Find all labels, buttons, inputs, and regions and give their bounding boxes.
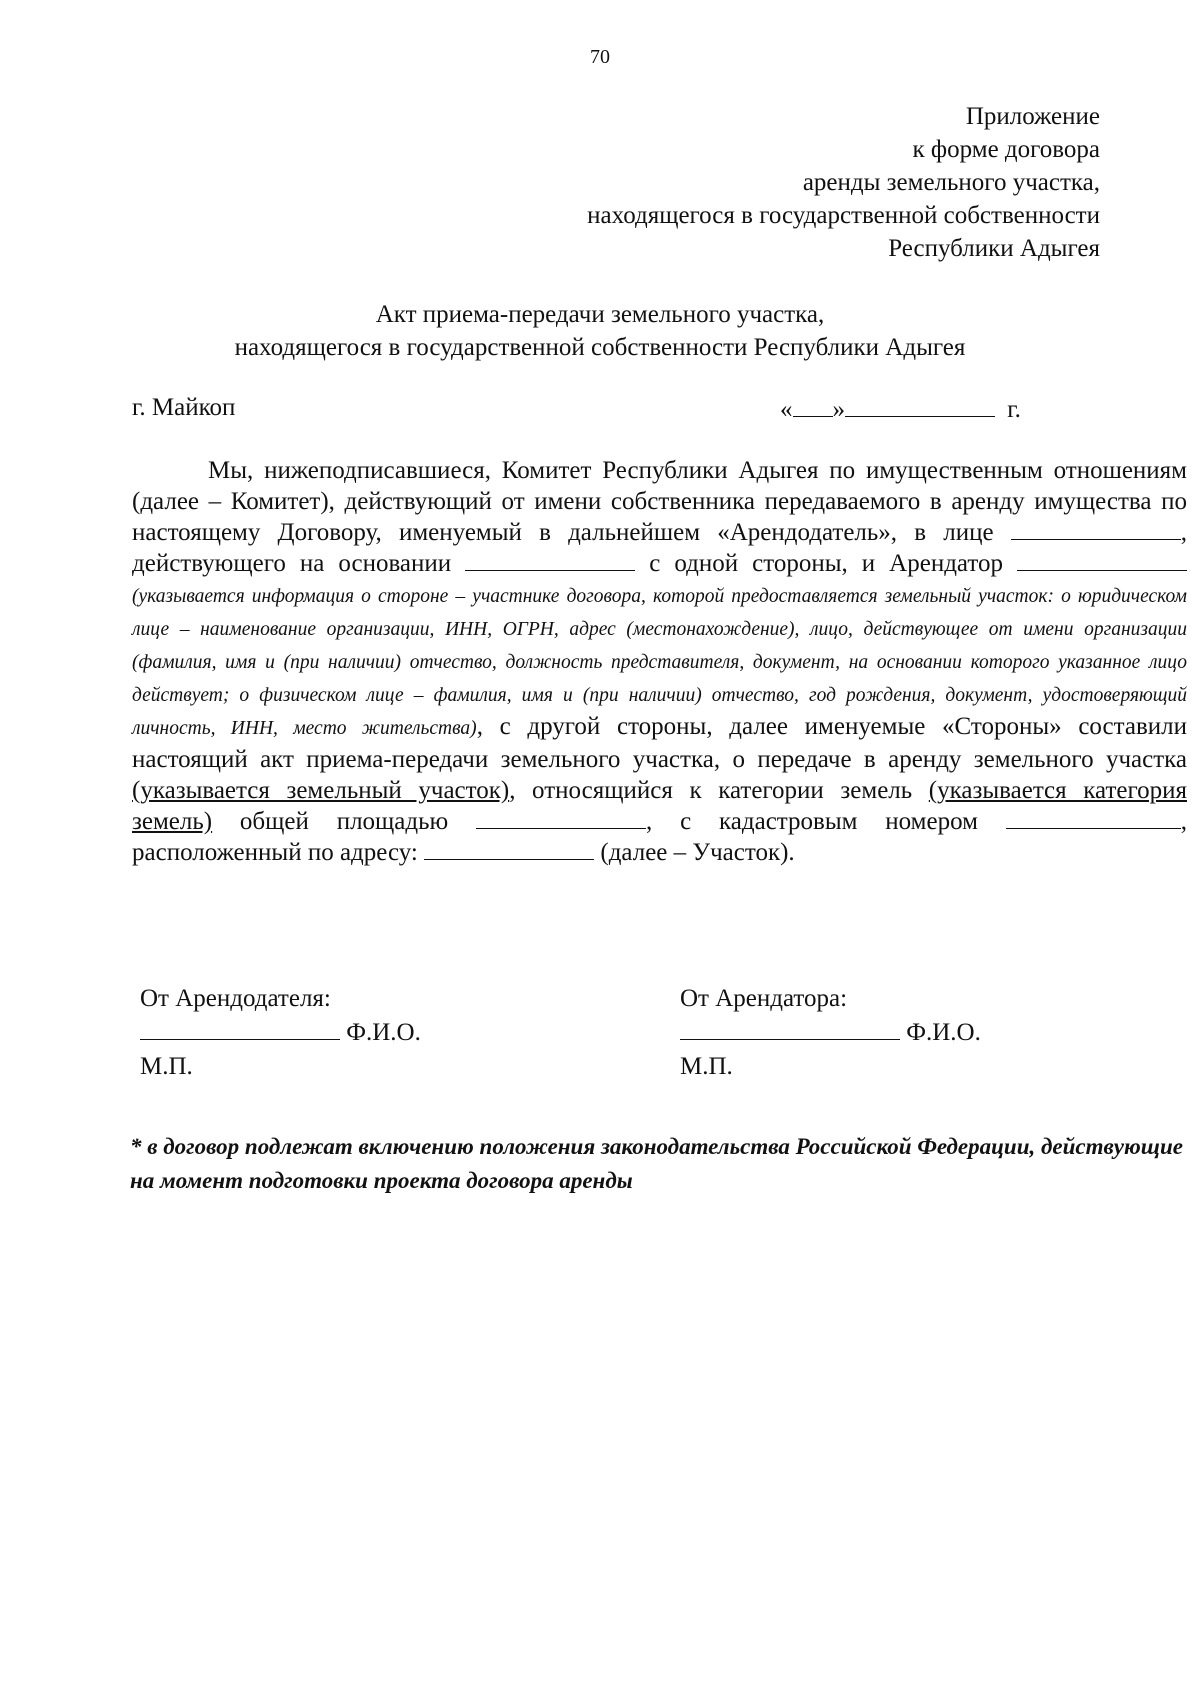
area-blank [476,806,646,829]
body-text: , с другой стороны, далее именуемые «Стороны» составили настоящий акт приема-передачи земельного участка, о передаче в аренду земельного участка [132,713,1187,773]
document-title [0,298,1200,364]
land-plot-placeholder: (указывается земельный участок) [132,777,510,804]
lessee-info-note: (указывается информация о стороне – участнике договора, которой предоставляется земельный участок: о юридическом лице – наименование организации, ИНН, ОГРН, адрес (местонахождение), лицо, действующее от имени организации (фамилия, имя и (при наличии) отчество, должность представителя, документ, на основании которого указанное лицо действует; о физическом лице – фамилия, имя и (при наличии) отчество, год рождения, документ, удостоверяющий личность, ИНН, место жительства) [132,586,1187,739]
lessor-stamp: М.П. [140,1053,193,1080]
open-quote: « [780,396,793,423]
lessee-stamp: М.П. [680,1053,733,1080]
lessee-signature-block [680,982,981,1084]
month-blank [845,394,995,417]
lessor-signature-blank [140,1017,340,1040]
appendix-line: аренды земельного участка, [802,169,1100,196]
lessor-label: От Арендодателя: [140,985,331,1012]
body-text: , относящийся к категории земель [509,777,913,804]
appendix-header [587,100,1100,265]
act-body [132,455,1187,868]
body-text: , расположенный по адресу: [132,808,1188,866]
body-text: общей площадью [239,808,449,835]
body-text: с одной стороны, и Арендатор [649,550,1003,577]
lessee-label: От Арендатора: [680,985,848,1012]
footnote: * в договор подлежат включению положения законодательства Российской Федерации, действующие на момент подготовки проекта договора аренды [130,1134,1183,1193]
appendix-line: находящегося в государственной собственности [587,202,1100,229]
lessee-blank [1017,548,1187,571]
title-line: Акт приема-передачи земельного участка, [375,301,825,328]
appendix-line: Приложение [965,103,1100,130]
address-blank [424,837,594,860]
title-line: находящегося в государственной собственности Республики Адыгея [234,334,966,361]
representative-blank [1011,517,1181,540]
lessee-fio: Ф.И.О. [906,1019,981,1046]
body-text: Мы, нижеподписавшиеся, Комитет Республики Адыгея по имущественным отношениям (далее – Комитет), действующий от имени собственника передаваемого в аренду имущества по настоящему Договору, именуемый в дальнейшем «Арендодатель», в лице [132,457,1187,546]
appendix-line: Республики Адыгея [888,235,1100,262]
year-suffix: г. [1007,396,1021,423]
body-text: , действующего на основании [132,519,1187,577]
body-text: , с кадастровым номером [646,808,978,835]
day-blank [793,394,833,417]
land-category-placeholder: (указывается категория земель) [132,777,1187,835]
lessor-signature-block [140,982,421,1084]
date-field [780,394,1021,424]
cadastral-number-blank [1006,806,1181,829]
page-number: 70 [590,46,610,68]
appendix-line: к форме договора [912,136,1100,163]
city: г. Майкоп [132,394,236,421]
lessee-signature-blank [680,1017,900,1040]
basis-blank [465,548,635,571]
body-text: (далее – Участок). [600,839,795,866]
close-quote: » [832,396,845,423]
lessor-fio: Ф.И.О. [346,1019,421,1046]
